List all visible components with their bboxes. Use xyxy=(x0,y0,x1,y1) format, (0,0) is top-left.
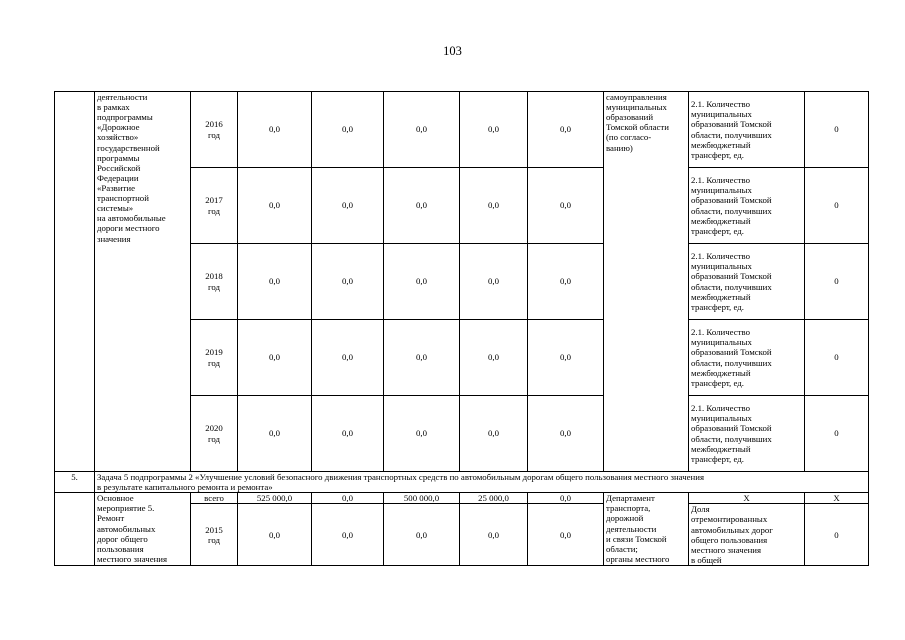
indicator-value-cell: 0 xyxy=(805,168,869,244)
value-cell: 0,0 xyxy=(384,244,460,320)
value-cell: 0,0 xyxy=(528,493,604,504)
executor-cell: самоуправления муниципальных образований Томской области (по согласо- ванию) xyxy=(604,92,689,472)
value-cell: 0,0 xyxy=(238,92,312,168)
indicator-value-cell: 0 xyxy=(805,92,869,168)
indicator-cell: Х xyxy=(689,493,805,504)
indicator-value-cell: 0 xyxy=(805,320,869,396)
total-label-cell: всего xyxy=(191,493,238,504)
year-cell: 2020 год xyxy=(191,396,238,472)
indicator-cell: Доля отремонтированных автомобильных дорог общего пользования местного значения в общей xyxy=(689,504,805,566)
executor-cell: Департамент транспорта, дорожной деятельности и связи Томской области; органы местного xyxy=(604,493,689,566)
year-cell: 2016 год xyxy=(191,92,238,168)
indicator-value-cell: 0 xyxy=(805,504,869,566)
indicator-value-cell: 0 xyxy=(805,396,869,472)
value-cell: 0,0 xyxy=(312,493,384,504)
indicator-cell: 2.1. Количество муниципальных образований Томской области, получивших межбюджетный трансферт, ед. xyxy=(689,168,805,244)
value-cell: 0,0 xyxy=(312,244,384,320)
year-cell: 2015 год xyxy=(191,504,238,566)
row-number-cell xyxy=(55,92,95,472)
value-cell: 0,0 xyxy=(460,396,528,472)
program-table xyxy=(54,91,869,566)
value-cell: 0,0 xyxy=(384,168,460,244)
indicator-cell: 2.1. Количество муниципальных образований Томской области, получивших межбюджетный трансферт, ед. xyxy=(689,396,805,472)
value-cell: 0,0 xyxy=(238,168,312,244)
value-cell: 0,0 xyxy=(238,504,312,566)
value-cell: 0,0 xyxy=(238,320,312,396)
value-cell: 0,0 xyxy=(384,92,460,168)
value-cell: 500 000,0 xyxy=(384,493,460,504)
value-cell: 0,0 xyxy=(312,396,384,472)
indicator-value-cell: 0 xyxy=(805,244,869,320)
row-number-cell xyxy=(55,493,95,566)
table-row xyxy=(55,493,869,504)
value-cell: 0,0 xyxy=(460,320,528,396)
page-number: 103 xyxy=(443,44,462,58)
value-cell: 0,0 xyxy=(312,504,384,566)
year-cell: 2019 год xyxy=(191,320,238,396)
value-cell: 0,0 xyxy=(238,244,312,320)
value-cell: 0,0 xyxy=(460,168,528,244)
value-cell: 0,0 xyxy=(312,168,384,244)
value-cell: 0,0 xyxy=(528,92,604,168)
task-title-cell: Задача 5 подпрограммы 2 «Улучшение условий безопасного движения транспортных средств по автомобильным дорогам общего пользования местного значения в результате капитального ремонта и ремонта» xyxy=(95,472,869,493)
value-cell: 0,0 xyxy=(528,504,604,566)
value-cell: 0,0 xyxy=(312,320,384,396)
indicator-value-cell: Х xyxy=(805,493,869,504)
task-row xyxy=(55,472,869,493)
value-cell: 0,0 xyxy=(460,244,528,320)
value-cell: 0,0 xyxy=(384,504,460,566)
value-cell: 0,0 xyxy=(528,244,604,320)
value-cell: 0,0 xyxy=(460,504,528,566)
value-cell: 0,0 xyxy=(312,92,384,168)
value-cell: 25 000,0 xyxy=(460,493,528,504)
year-cell: 2018 год xyxy=(191,244,238,320)
value-cell: 0,0 xyxy=(528,320,604,396)
indicator-cell: 2.1. Количество муниципальных образований Томской области, получивших межбюджетный трансферт, ед. xyxy=(689,92,805,168)
value-cell: 0,0 xyxy=(460,92,528,168)
year-cell: 2017 год xyxy=(191,168,238,244)
indicator-cell: 2.1. Количество муниципальных образований Томской области, получивших межбюджетный трансферт, ед. xyxy=(689,244,805,320)
measure-name-cell: Основное мероприятие 5. Ремонт автомобильных дорог общего пользования местного значения xyxy=(95,493,191,566)
task-number-cell: 5. xyxy=(55,472,95,493)
indicator-cell: 2.1. Количество муниципальных образований Томской области, получивших межбюджетный трансферт, ед. xyxy=(689,320,805,396)
value-cell: 0,0 xyxy=(528,396,604,472)
value-cell: 0,0 xyxy=(384,396,460,472)
value-cell: 0,0 xyxy=(384,320,460,396)
value-cell: 0,0 xyxy=(238,396,312,472)
value-cell: 0,0 xyxy=(528,168,604,244)
measure-name-cell: деятельности в рамках подпрограммы «Дорожное хозяйство» государственной программы Российской Федерации «Развитие транспортной системы» на автомобильные дороги местного значения xyxy=(95,92,191,472)
value-cell: 525 000,0 xyxy=(238,493,312,504)
table-row xyxy=(55,92,869,168)
